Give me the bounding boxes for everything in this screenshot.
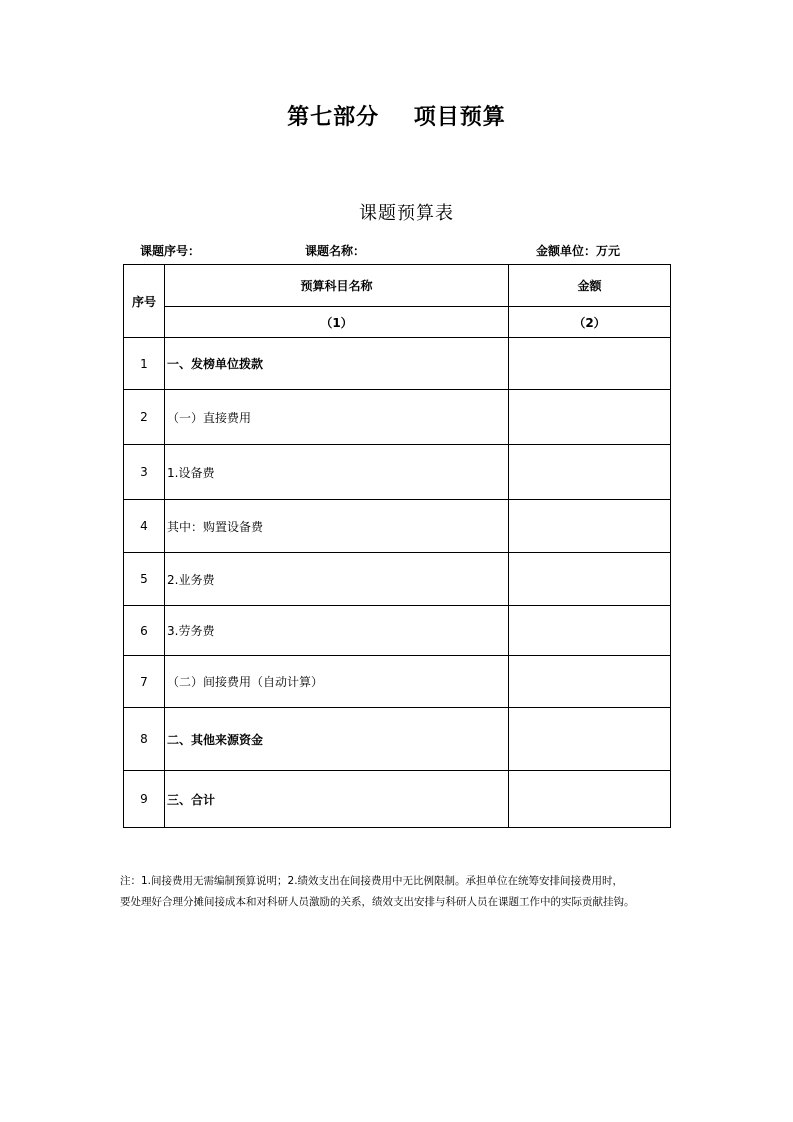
row-item: 2.业务费 — [165, 553, 509, 606]
table-row — [124, 445, 671, 500]
row-seq: 3 — [124, 445, 165, 500]
row-item: （二）间接费用（自动计算） — [165, 656, 509, 708]
row-item: 1.设备费 — [165, 445, 509, 500]
table-index-row — [124, 307, 671, 338]
table-row — [124, 771, 671, 828]
header-seq: 序号 — [124, 265, 165, 338]
row-seq: 8 — [124, 708, 165, 771]
row-seq: 6 — [124, 606, 165, 656]
row-amount-cell[interactable] — [509, 606, 671, 656]
row-item: 一、发榜单位拨款 — [165, 338, 509, 390]
topic-seq-label: 课题序号： — [140, 244, 201, 258]
row-seq: 1 — [124, 338, 165, 390]
footnote-line-2: 要处理好合理分摊间接成本和对科研人员激励的关系，绩效支出安排与科研人员在课题工作中的实际贡献挂钩。 — [120, 896, 635, 908]
footnote — [120, 871, 720, 913]
row-seq: 7 — [124, 656, 165, 708]
row-amount-cell[interactable] — [509, 771, 671, 828]
row-seq: 4 — [124, 500, 165, 553]
table-row — [124, 338, 671, 390]
row-amount-cell[interactable] — [509, 445, 671, 500]
row-amount-cell[interactable] — [509, 656, 671, 708]
row-seq: 2 — [124, 390, 165, 445]
table-row — [124, 606, 671, 656]
topic-name-label: 课题名称： — [305, 244, 366, 258]
header-item-index: （1） — [165, 307, 509, 338]
row-amount-cell[interactable] — [509, 500, 671, 553]
row-item: 其中：购置设备费 — [165, 500, 509, 553]
table-title: 课题预算表 — [359, 203, 454, 224]
header-item: 预算科目名称 — [165, 265, 509, 307]
row-item: 二、其他来源资金 — [165, 708, 509, 771]
row-seq: 9 — [124, 771, 165, 828]
row-item: 三、合计 — [165, 771, 509, 828]
amount-unit-label: 金额单位：万元 — [536, 244, 621, 258]
table-row — [124, 553, 671, 606]
row-item: （一）直接费用 — [165, 390, 509, 445]
row-item: 3.劳务费 — [165, 606, 509, 656]
budget-table — [123, 264, 671, 828]
table-header-row — [124, 265, 671, 307]
row-amount-cell[interactable] — [509, 390, 671, 445]
header-amount: 金额 — [509, 265, 671, 307]
table-row — [124, 656, 671, 708]
row-amount-cell[interactable] — [509, 708, 671, 771]
footnote-line-1: 注：1.间接费用无需编制预算说明；2.绩效支出在间接费用中无比例限制。承担单位在统筹安排间接费用时， — [120, 875, 624, 887]
row-amount-cell[interactable] — [509, 553, 671, 606]
part-title: 第七部分 项目预算 — [287, 104, 506, 130]
table-row — [124, 500, 671, 553]
row-amount-cell[interactable] — [509, 338, 671, 390]
table-row — [124, 390, 671, 445]
header-amount-index: （2） — [509, 307, 671, 338]
table-row — [124, 708, 671, 771]
row-seq: 5 — [124, 553, 165, 606]
